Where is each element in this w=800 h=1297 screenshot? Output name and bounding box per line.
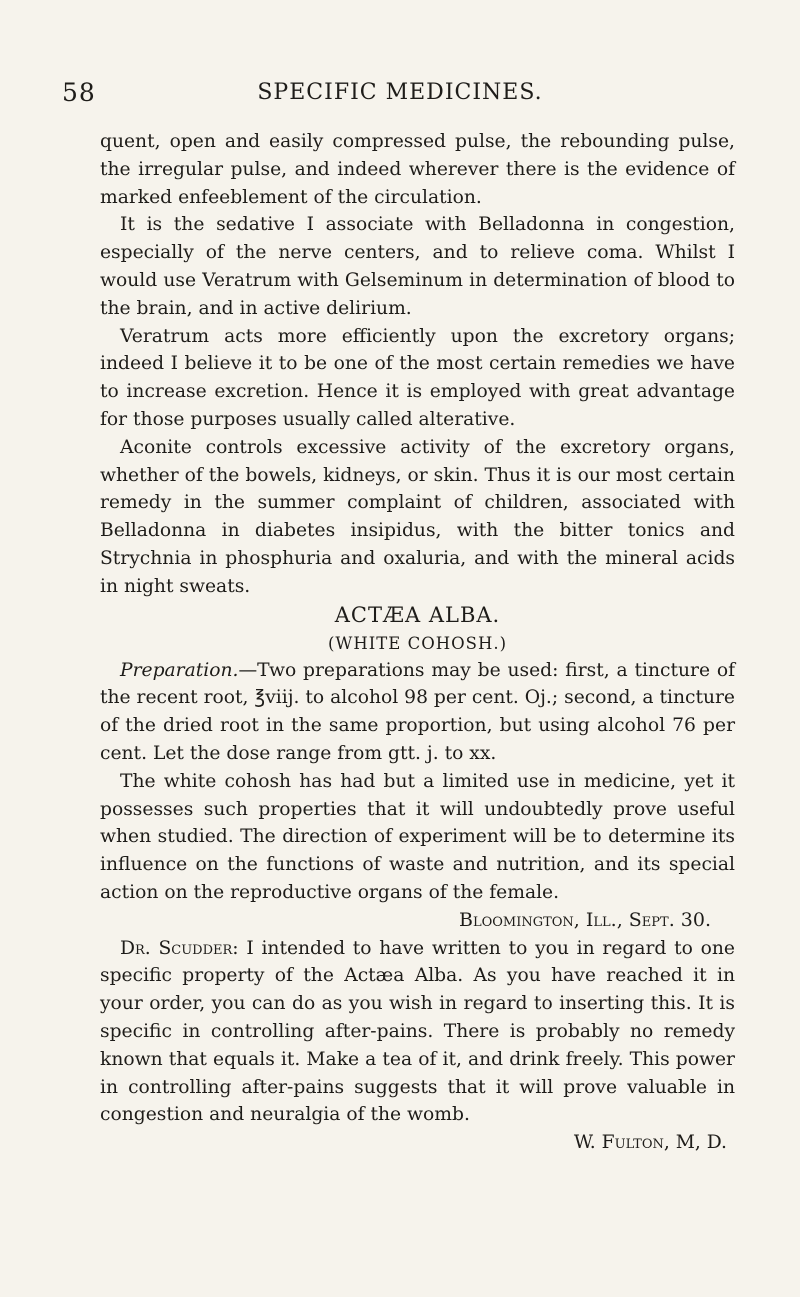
preparation-text: —Two preparations may be used: first, a tincture of the recent root, ℥viij. to alcohol 98 per cent. Oj.; second, a tincture of the dried root in the same proportion, but using alcohol 76 per cent. Let the dose range from gtt. j. to xx. [100,659,735,764]
page-body [100,128,735,1157]
page-number: 58 [62,78,96,107]
letter-body [100,935,735,1130]
section-subtitle: (WHITE COHOSH.) [327,633,508,653]
letter-dateline: Bloomington, Ill., Sept. 30. [458,908,711,931]
letter-signature: W. Fulton, M, D. [573,1132,727,1154]
letter-text: : I intended to have written to you in regard to one specific property of the Actæa Alba. As you have reached it in your order, you can do as you wish in regard to inserting this. It is specific in controlling after-pains. There is probably no remedy known that equals it. Make a tea of it, and drink freely. This power in controlling after-pains suggests that it will prove valuable in congestion and neuralgia of the womb. [100,937,735,1126]
paragraph-white-cohosh: The white cohosh has had but a limited use in medicine, yet it possesses such properties that it will undoubtedly prove useful when studied. The direction of experiment will be to determine its influence on the functions of waste and nutrition, and its special action on the reproductive organs of the female. [100,770,735,903]
preparation-paragraph [100,657,735,768]
paragraph-veratrum: Veratrum acts more efficiently upon the excretory organs; indeed I believe it to be one of the most certain remedies we have to increase excretion. Hence it is employed with great advantage for those purposes usually called alterative. [100,325,735,430]
page-header [62,78,738,108]
paragraph-aconite: Aconite controls excessive activity of the excretory organs, whether of the bowels, kidneys, or skin. Thus it is our most certain remedy in the summer complaint of children, associated with Belladonna in diabetes insipidus, with the bitter tonics and Strychnia in phosphuria and oxaluria, and with the mineral acids in night sweats. [100,436,735,597]
preparation-label: Preparation. [120,659,239,681]
section-title: ACTÆA ALBA. [334,602,501,627]
letter-salutation: Dr. Scudder [120,937,233,959]
paragraph-belladonna: It is the sedative I associate with Belladonna in congestion, especially of the nerve centers, and to relieve coma. Whilst I would use Veratrum with Gelseminum in determination of blood to the brain, and in active delirium. [100,214,735,319]
running-head: SPECIFIC MEDICINES. [257,80,543,105]
paragraph-continued: quent, open and easily compressed pulse, the rebounding pulse, the irregular pulse, and indeed wherever there is the evidence of marked enfeeblement of the circulation. [100,131,735,208]
